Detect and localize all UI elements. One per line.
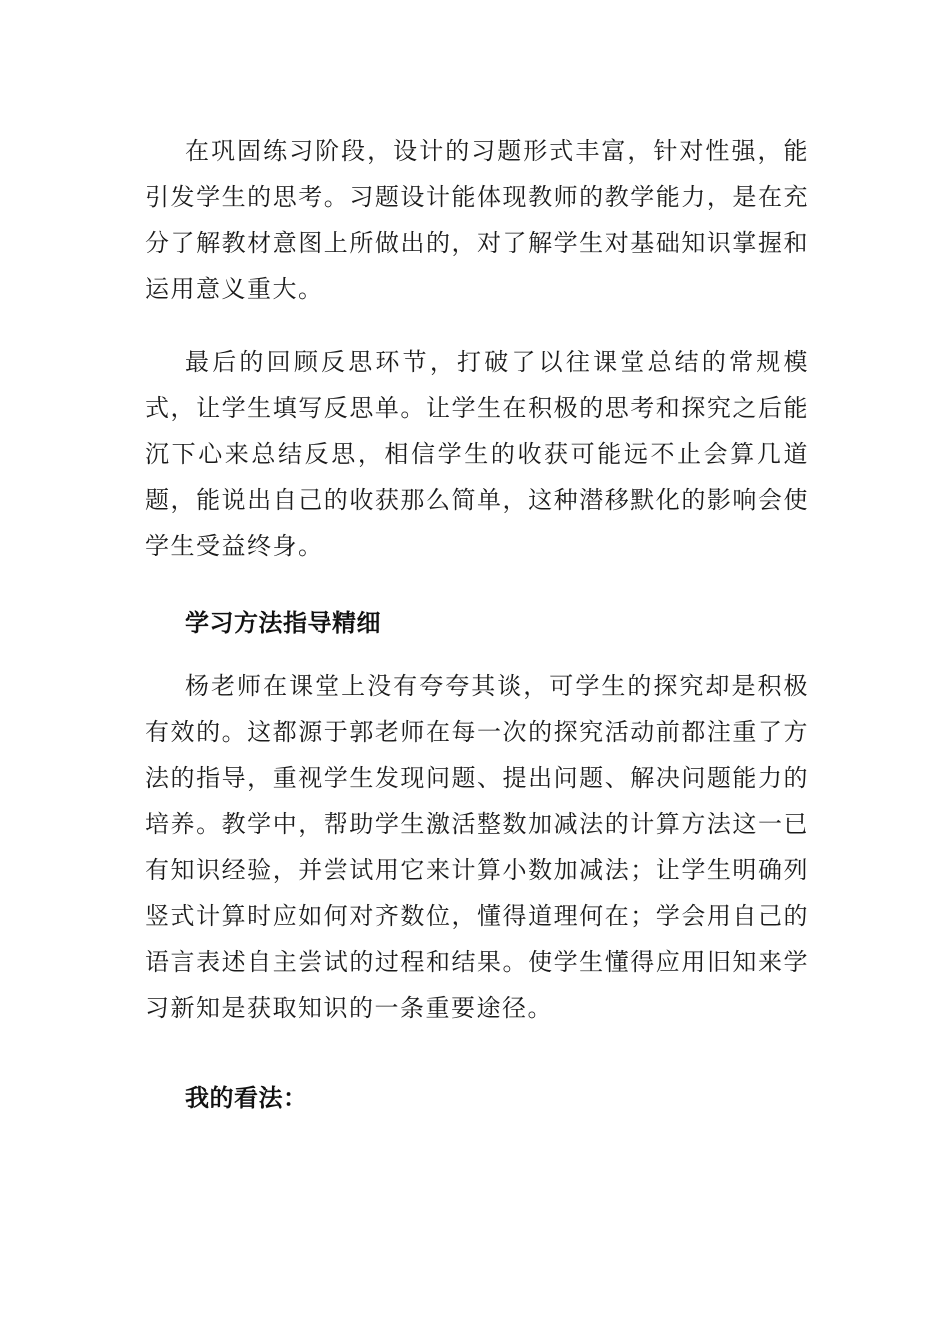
paragraph-reflection <box>145 339 809 569</box>
section-heading-opinion: 我的看法： <box>185 1084 308 1112</box>
paragraph-text: 在巩固练习阶段，设计的习题形式丰富，针对性强，能引发学生的思考。习题设计能体现教师的教学能力，是在充分了解教材意图上所做出的，对了解学生对基础知识掌握和运用意义重大。 <box>145 137 809 303</box>
paragraph-text: 杨老师在课堂上没有夸夸其谈，可学生的探究却是积极有效的。这都源于郭老师在每一次的探究活动前都注重了方法的指导，重视学生发现问题、提出问题、解决问题能力的培养。教学中，帮助学生激活整数加减法的计算方法这一已有知识经验，并尝试用它来计算小数加减法；让学生明确列竖式计算时应如何对齐数位，懂得道理何在；学会用自己的语言表述自主尝试的过程和结果。使学生懂得应用旧知来学习新知是获取知识的一条重要途径。 <box>145 672 809 1022</box>
section-heading-method: 学习方法指导精细 <box>185 609 381 637</box>
paragraph-practice <box>145 128 809 312</box>
paragraph-method <box>145 663 809 1031</box>
paragraph-text: 最后的回顾反思环节，打破了以往课堂总结的常规模式，让学生填写反思单。让学生在积极的思考和探究之后能沉下心来总结反思，相信学生的收获可能远不止会算几道题，能说出自己的收获那么简单，这种潜移默化的影响会使学生受益终身。 <box>145 348 809 560</box>
